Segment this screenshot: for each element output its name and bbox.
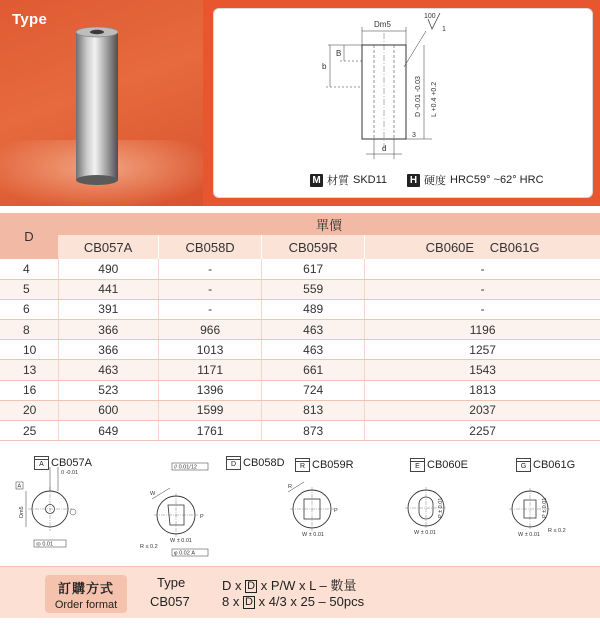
cell-cb059r: 559 [262, 279, 365, 299]
cell-cb060e: - [365, 259, 600, 279]
col-header-cb060e-cb061g: CB060E CB061G [365, 235, 600, 259]
col-header-cb058d: CB058D [159, 235, 262, 259]
sketch-cb061g [509, 488, 566, 538]
cell-d: 10 [0, 340, 58, 360]
sketch-code: CB060E [427, 459, 468, 471]
order-format-section [0, 566, 600, 618]
cell-cb057a: 366 [58, 320, 159, 340]
cell-cb058d: - [159, 299, 262, 319]
cell-d: 5 [0, 279, 58, 299]
cell-cb058d: 1599 [159, 400, 262, 420]
order-title-zh: 訂購方式 [57, 581, 114, 596]
hardness-badge: H [407, 174, 420, 187]
type-sketches [0, 452, 600, 564]
example-box: D [243, 596, 255, 609]
cell-cb060e: - [365, 279, 600, 299]
cell-cb060e: 1543 [365, 360, 600, 380]
sketch-cb060e [405, 487, 447, 536]
top-banner [0, 0, 600, 206]
mark-P-059: P [334, 508, 338, 514]
cell-cb059r: 617 [262, 259, 365, 279]
col-header-price: 單價 [58, 213, 600, 235]
order-example [222, 594, 364, 609]
dim-b: b [322, 62, 327, 71]
cell-cb058d: - [159, 259, 262, 279]
mark-parallel: // 0.01/12 [174, 464, 197, 471]
price-table-wrap [0, 213, 600, 441]
mark-r02-058: R ≤ 0.2 [140, 544, 158, 550]
hardness-value: HRC59° ~62° HRC [450, 174, 544, 186]
cell-d: 13 [0, 360, 58, 380]
mark-W-058: W [150, 491, 156, 497]
technical-drawing-card [213, 8, 593, 198]
sketch-drawings [0, 452, 600, 564]
mark-p-061: P ± 0.01 [542, 497, 548, 518]
technical-drawing [214, 9, 594, 169]
cell-cb059r: 463 [262, 340, 365, 360]
dim-1: 1 [442, 26, 446, 33]
mark-dm5: Dm5 [19, 506, 25, 518]
hardness-label: 硬度 [424, 175, 447, 187]
cell-cb059r: 661 [262, 360, 365, 380]
cell-d: 20 [0, 400, 58, 420]
sketch-cb058d [140, 463, 208, 557]
cell-cb057a: 523 [58, 380, 159, 400]
sketch-code: CB061G [533, 459, 576, 471]
mark-w-060: W ± 0.01 [414, 530, 436, 536]
order-format-badge [45, 575, 127, 613]
cell-cb057a: 391 [58, 299, 159, 319]
cell-cb060e: - [365, 299, 600, 319]
cylinder-pin-image [74, 26, 120, 186]
order-type-value: CB057 [150, 594, 190, 609]
cell-cb058d: 1761 [159, 421, 262, 441]
cell-cb059r: 724 [262, 380, 365, 400]
cell-cb060e: 1196 [365, 320, 600, 340]
mini-type-icon: D [226, 456, 241, 470]
cell-cb057a: 441 [58, 279, 159, 299]
dim-tol-d: D -0.01 -0.03 [415, 76, 422, 117]
dim-tol-L: L +0.4 +0.2 [431, 81, 438, 117]
cell-cb057a: 463 [58, 360, 159, 380]
cell-cb059r: 813 [262, 400, 365, 420]
mini-type-icon: G [516, 458, 531, 472]
sketch-code: CB058D [243, 457, 285, 469]
formula-box: D [245, 580, 257, 593]
tol-top: 0 -0.01 [61, 470, 79, 476]
material-label: 材質 [327, 175, 349, 187]
sketch-cb057a [16, 467, 78, 548]
cell-d: 16 [0, 380, 58, 400]
cell-cb060e: 1257 [365, 340, 600, 360]
dim-100: 100 [424, 13, 436, 20]
cell-cb060e: 2037 [365, 400, 600, 420]
cell-cb058d: 1396 [159, 380, 262, 400]
cell-cb057a: 600 [58, 400, 159, 420]
order-title-en: Order format [54, 599, 118, 611]
sketch-code: CB057A [51, 457, 92, 469]
sketch-cb059r [288, 482, 338, 538]
mini-type-icon: R [295, 458, 310, 472]
cell-cb058d: 1013 [159, 340, 262, 360]
mini-type-icon: A [34, 456, 49, 470]
product-photo [0, 0, 203, 206]
cell-cb058d: - [159, 279, 262, 299]
cell-cb059r: 489 [262, 299, 365, 319]
table-row [0, 380, 600, 400]
material-value: SKD11 [353, 174, 388, 186]
mark-r02-061: R ≤ 0.2 [548, 528, 566, 534]
dim-dm5: Dm5 [374, 20, 391, 29]
cell-cb057a: 490 [58, 259, 159, 279]
order-type-label: Type [157, 575, 186, 590]
table-row [0, 360, 600, 380]
col-header-d: D [0, 213, 58, 259]
mark-w-058: W ± 0.01 [170, 538, 192, 544]
mini-type-icon: E [410, 458, 425, 472]
mark-conc: ◎ 0.01 [36, 541, 54, 548]
dim-B: B [336, 49, 342, 58]
cell-cb059r: 873 [262, 421, 365, 441]
price-table-body [0, 259, 600, 441]
cell-d: 25 [0, 421, 58, 441]
material-hardness-row [310, 172, 544, 188]
mark-p-060: P ± 0.01 [438, 497, 444, 518]
table-row [0, 400, 600, 420]
table-row [0, 279, 600, 299]
mark-w-061: W ± 0.01 [518, 532, 540, 538]
col-header-cb059r: CB059R [262, 235, 365, 259]
dim-3: 3 [412, 132, 416, 139]
cell-cb060e: 2257 [365, 421, 600, 441]
mark-R-059: R [288, 484, 292, 490]
price-table [0, 213, 600, 441]
col-header-cb057a: CB057A [58, 235, 159, 259]
material-badge: M [310, 174, 323, 187]
cell-cb058d: 1171 [159, 360, 262, 380]
cell-cb058d: 966 [159, 320, 262, 340]
table-row [0, 320, 600, 340]
mark-P-058: P [200, 514, 204, 520]
order-formula [222, 575, 356, 594]
mark-A: A [17, 483, 22, 490]
cell-cb057a: 366 [58, 340, 159, 360]
table-row [0, 259, 600, 279]
example-suffix: x 4/3 x 25 – 50pcs [254, 594, 365, 609]
table-row [0, 340, 600, 360]
cell-cb057a: 649 [58, 421, 159, 441]
formula-suffix: x P/W x L – 數量 [257, 578, 357, 593]
cell-cb059r: 463 [262, 320, 365, 340]
dim-d: d [382, 144, 387, 153]
formula-prefix: D x [222, 578, 246, 593]
mark-w-059: W ± 0.01 [302, 532, 324, 538]
cell-d: 6 [0, 299, 58, 319]
cell-d: 8 [0, 320, 58, 340]
sketch-code: CB059R [312, 459, 354, 471]
cell-cb060e: 1813 [365, 380, 600, 400]
table-row [0, 299, 600, 319]
example-prefix: 8 x [222, 594, 243, 609]
table-row [0, 421, 600, 441]
cell-d: 4 [0, 259, 58, 279]
mark-tol002: φ 0.02 A [174, 550, 195, 557]
type-label: Type [12, 11, 48, 28]
